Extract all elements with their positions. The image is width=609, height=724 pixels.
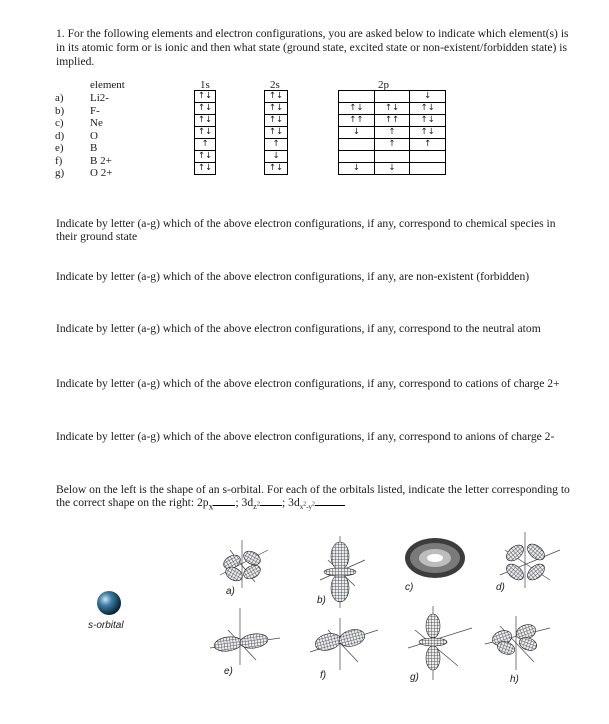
row-element: B (90, 142, 98, 154)
orbital-box (410, 163, 446, 175)
orbital-label-c: c) (405, 582, 414, 593)
orbital-b (324, 542, 356, 602)
orbital-box: ↑ (374, 127, 410, 139)
orbital-box: ↑ (195, 139, 216, 151)
orbital-box: ↑↓ (265, 127, 288, 139)
config-row (339, 127, 446, 139)
orbital-box (339, 139, 375, 151)
question-neutral-atom: Indicate by letter (a-g) which of the above electron configurations, if any, correspond to the neutral atom (56, 322, 541, 335)
intro-text: 1. For the following elements and electron configurations, you are asked below to indicate which element(s) is in its atomic form or is ionic and then what state (ground state, excited state or non-existent/forbidden state) is implied. (56, 27, 569, 68)
config-row (265, 103, 288, 115)
orbital-label-f: f) (320, 670, 327, 681)
orbital-box (374, 151, 410, 163)
orbital-box: ↑↓ (195, 103, 216, 115)
orbital-box: ↑↓ (195, 151, 216, 163)
s-orbital-label: s-orbital (88, 620, 124, 631)
table-2p (338, 90, 446, 175)
orbital-box: ↑↓ (195, 115, 216, 127)
config-row (339, 115, 446, 127)
row-letter: c) (55, 117, 64, 129)
config-row (195, 127, 216, 139)
config-row (195, 103, 216, 115)
orbital-label-a: a) (226, 586, 235, 597)
orbital-h (490, 622, 538, 657)
header-2p: 2p (378, 79, 389, 91)
sub-z2: z2 (253, 500, 261, 512)
row-letter: b) (55, 104, 65, 117)
orbital-box (339, 91, 375, 103)
orbital-c (405, 538, 465, 578)
s-orbital-sphere (94, 588, 124, 618)
orbital-box (374, 91, 410, 103)
question-anions: Indicate by letter (a-g) which of the above electron configurations, if any, correspond to anions of charge 2- (56, 430, 555, 443)
sub-z: z (253, 502, 257, 512)
config-row (339, 163, 446, 175)
orbital-box: ↑↓ (265, 91, 288, 103)
orbital-label-d: d) (496, 582, 505, 593)
orbital-prompt-part3: ; 3d (282, 496, 300, 509)
orbital-box: ↑↓ (374, 103, 410, 115)
orbital-box (410, 151, 446, 163)
config-row (265, 115, 288, 127)
config-row (339, 139, 446, 151)
orbital-box: ↑↑ (374, 115, 410, 127)
config-row (265, 127, 288, 139)
row-element: O 2+ (90, 167, 113, 179)
orbital-g (419, 614, 447, 670)
orbital-box: ↑↓ (410, 127, 446, 139)
orbital-box: ↓ (410, 91, 446, 103)
config-row (195, 91, 216, 103)
config-row (339, 151, 446, 163)
question-forbidden: Indicate by letter (a-g) which of the above electron configurations, if any, are non-existent (forbidden) (56, 270, 530, 283)
config-row (339, 103, 446, 115)
orbital-box: ↑↓ (410, 115, 446, 127)
config-row (195, 139, 216, 151)
blank-3dz2[interactable] (260, 505, 282, 506)
orbital-box: ↓ (339, 127, 375, 139)
orbital-box (339, 151, 375, 163)
orbital-label-b: b) (317, 595, 326, 606)
config-row (195, 115, 216, 127)
question-cations: Indicate by letter (a-g) which of the above electron configurations, if any, correspond to cations of charge 2+ (56, 377, 560, 390)
config-row (265, 139, 288, 151)
config-row (195, 151, 216, 163)
header-2s: 2s (270, 79, 280, 91)
orbital-box: ↑ (265, 139, 288, 151)
orbital-label-g: g) (410, 672, 419, 683)
orbital-prompt-part2: ; 3d (235, 496, 254, 509)
orbital-d (503, 541, 547, 583)
row-letter: g) (55, 167, 65, 179)
header-1s: 1s (200, 79, 210, 91)
orbital-box: ↑↓ (410, 103, 446, 115)
orbital-prompt-text: Below on the left is the shape of an s-orbital. For each of the orbitals listed, indicate the letter corresponding to the correct shape on the right: 2p (56, 483, 570, 509)
config-row (265, 151, 288, 163)
row-element: B 2+ (90, 154, 112, 167)
sub-x: x (208, 501, 214, 513)
row-letter: e) (55, 142, 64, 154)
config-row (195, 163, 216, 175)
header-element: element (90, 79, 125, 91)
sub-xy: x2-y2 (299, 501, 315, 512)
orbital-box: ↑↓ (265, 163, 288, 175)
orbital-label-h: h) (510, 674, 519, 685)
orbital-box: ↑↓ (195, 91, 216, 103)
row-element: F- (90, 104, 100, 117)
orbital-box: ↓ (374, 163, 410, 175)
orbital-box: ↑↓ (265, 103, 288, 115)
table-2s (264, 90, 288, 175)
row-element: Ne (90, 117, 103, 129)
blank-3dx2y2[interactable] (315, 505, 345, 506)
question-ground-state: Indicate by letter (a-g) which of the above electron configurations, if any, correspond to chemical species in their ground state (56, 217, 556, 243)
config-row (339, 91, 446, 103)
row-letter: a) (55, 92, 64, 104)
row-element: Li2- (90, 92, 109, 104)
orbital-box: ↑↓ (195, 127, 216, 139)
config-row (265, 163, 288, 175)
orbital-label-e: e) (224, 666, 233, 677)
orbital-box: ↓ (339, 163, 375, 175)
orbital-box: ↑↓ (339, 103, 375, 115)
orbital-box: ↑ (374, 139, 410, 151)
config-row (265, 91, 288, 103)
row-letter: f) (55, 154, 63, 167)
orbital-figures (200, 520, 600, 710)
orbital-box: ↑↓ (195, 163, 216, 175)
orbital-box: ↓ (265, 151, 288, 163)
orbital-e (213, 632, 269, 653)
table-1s (194, 90, 216, 175)
row-letter: d) (55, 129, 65, 142)
orbital-prompt (56, 483, 576, 514)
orbital-box: ↑ (410, 139, 446, 151)
row-element: O (90, 129, 98, 142)
orbital-box: ↑↑ (339, 115, 375, 127)
blank-2px[interactable] (213, 505, 235, 506)
orbital-box: ↑↓ (265, 115, 288, 127)
